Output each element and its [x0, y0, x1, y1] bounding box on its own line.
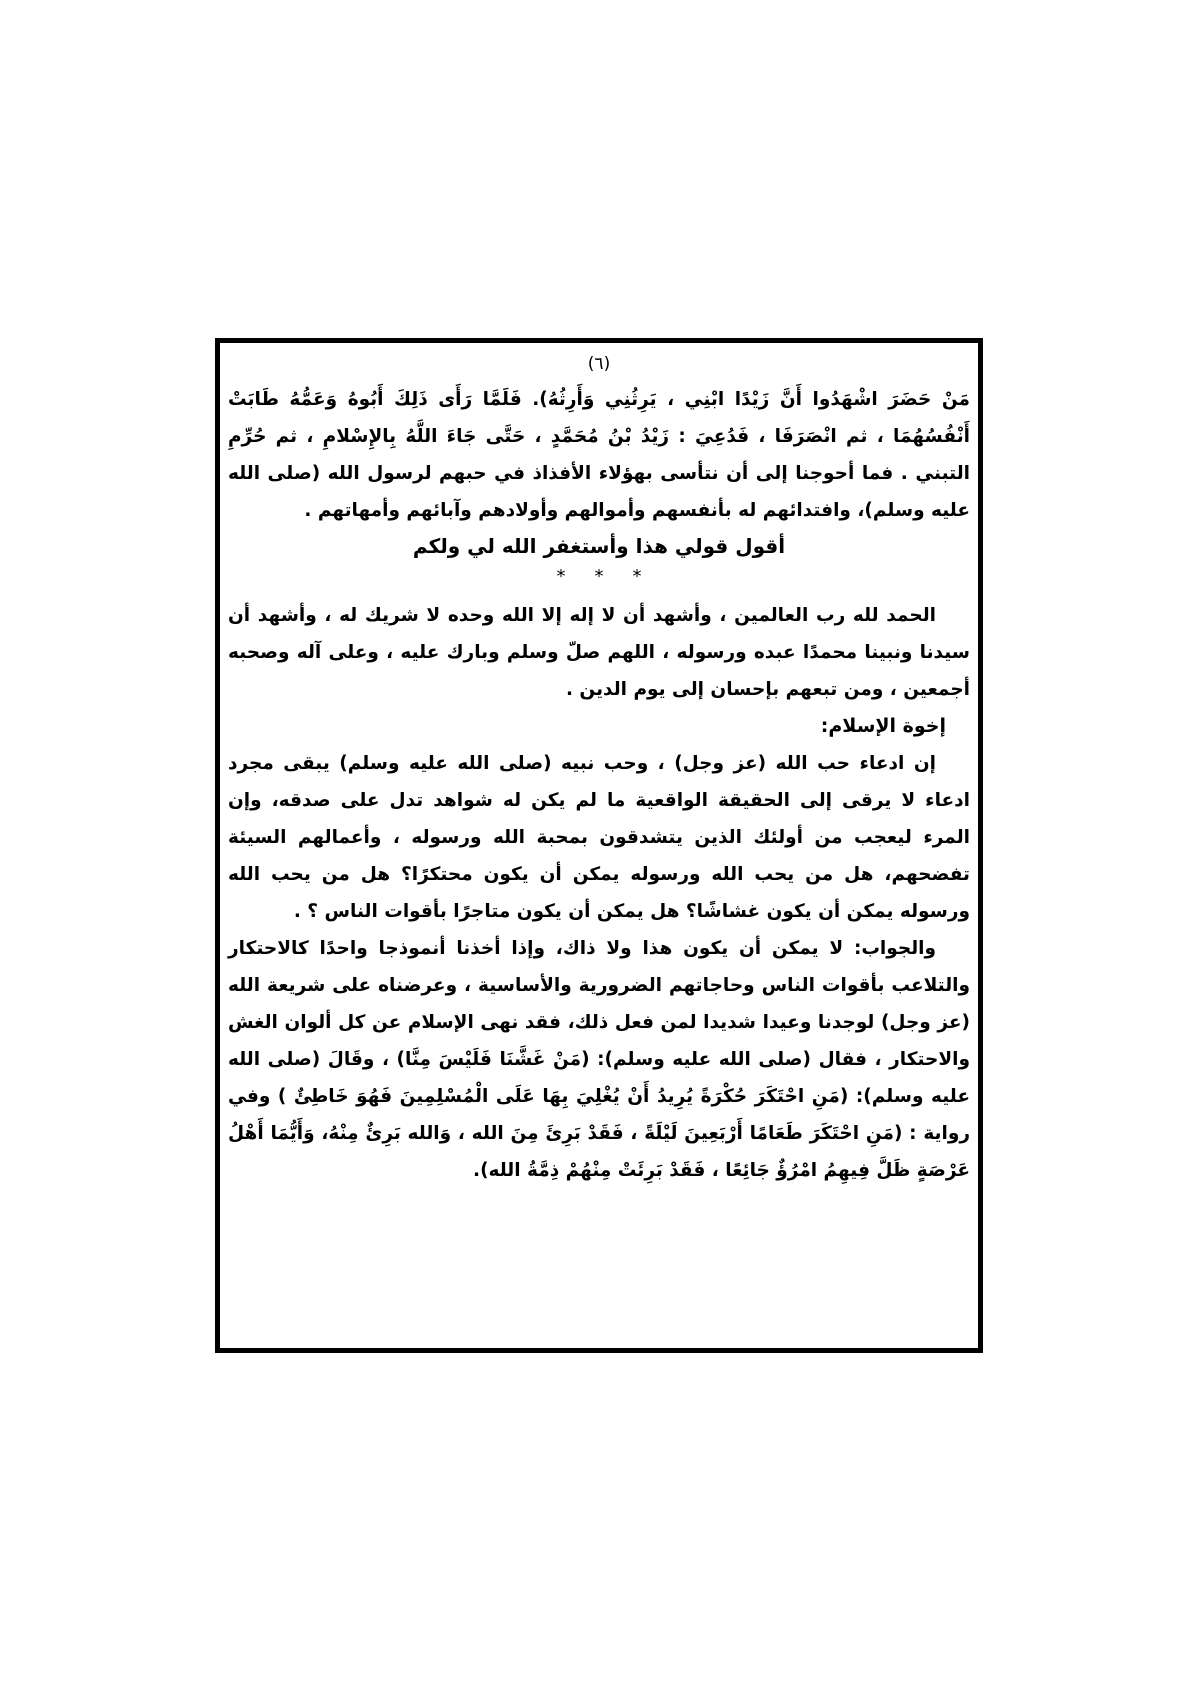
star-separator: [228, 563, 970, 591]
page-number: (٦): [587, 354, 611, 374]
page-border-frame: [215, 338, 983, 1353]
separator-star: *: [594, 566, 604, 587]
separator-star: *: [632, 566, 642, 587]
body-paragraph-1: إن ادعاء حب الله (عز وجل) ، وحب نبيه (صلى الله عليه وسلم) يبقى مجرد ادعاء لا يرقى إلى الحقيقة الواقعية ما لم يكن له شواهد تدل على صدقه، وإن المرء ليعجب من أولئك الذين يتشدقون بمحبة الله ورسوله ، وأعمالهم السيئة تفضحهم، هل من يحب الله ورسوله يمكن أن يكون محتكرًا؟ هل من يحب الله ورسوله يمكن أن يكون غشاشًا؟ هل يمكن أن يكون متاجرًا بأقوات الناس ؟ .: [228, 753, 970, 922]
closing-line: أقول قولي هذا وأستغفر الله لي ولكم: [412, 534, 786, 558]
body-paragraph-2: والجواب: لا يمكن أن يكون هذا ولا ذاك، وإذا أخذنا أنموذجا واحدًا كالاحتكار والتلاعب بأقوات الناس وحاجاتهم الضرورية والأساسية ، وعرضناه على شريعة الله (عز وجل) لوجدنا وعيدا شديدا لمن فعل ذلك، فقد نهى الإسلام عن كل ألوان الغش والاحتكار ، فقال (صلى الله عليه وسلم): (مَنْ غَشَّنَا فَلَيْسَ مِنَّا) ، وقَالَ (صلى الله عليه وسلم): (مَنِ احْتَكَرَ حُكْرَةً يُرِيدُ أَنْ يُغْلِيَ بِهَا عَلَى الْمُسْلِمِينَ فَهُوَ خَاطِئٌ ) وفي رواية : (مَنِ احْتَكَرَ طَعَامًا أَرْبَعِينَ لَيْلَةً ، فَقَدْ بَرِئَ مِنَ الله ، وَالله بَرِئٌ مِنْهُ، وَأَيُّمَا أَهْلُ عَرْصَةٍ ظَلَّ فِيهِمُ امْرُؤٌ جَائِعًا ، فَقَدْ بَرِئَتْ مِنْهُمْ ذِمَّةُ الله).: [228, 938, 970, 1181]
intro-paragraph: مَنْ حَضَرَ اشْهَدُوا أَنَّ زَيْدًا ابْنِي ، يَرِثُنِي وَأَرِثُهُ). فَلَمَّا رَأَى ذَلِكَ أَبُوهُ وَعَمُّهُ طَابَتْ أَنْفُسُهُمَا ، ثم انْصَرَفَا ، فَدُعِيَ : زَيْدُ بْنُ مُحَمَّدٍ ، حَتَّى جَاءَ اللَّهُ بِالإِسْلامِ ، ثم حُرِّمِ التبني . فما أحوجنا إلى أن نتأسى بهؤلاء الأفذاذ في حبهم لرسول الله (صلى الله عليه وسلم)، وافتدائهم له بأنفسهم وأموالهم وأولادهم وآبائهم وأمهاتهم .: [228, 389, 970, 521]
separator-star: *: [556, 566, 566, 587]
praise-paragraph: الحمد لله رب العالمين ، وأشهد أن لا إله إلا الله وحده لا شريك له ، وأشهد أن سيدنا ونبينا محمدًا عبده ورسوله ، اللهم صلّ وسلم وبارك عليه ، وعلى آله وصحبه أجمعين ، ومن تبعهم بإحسان إلى يوم الدين .: [228, 605, 970, 700]
page-content: [228, 347, 970, 1189]
section-heading: إخوة الإسلام:: [820, 715, 946, 737]
